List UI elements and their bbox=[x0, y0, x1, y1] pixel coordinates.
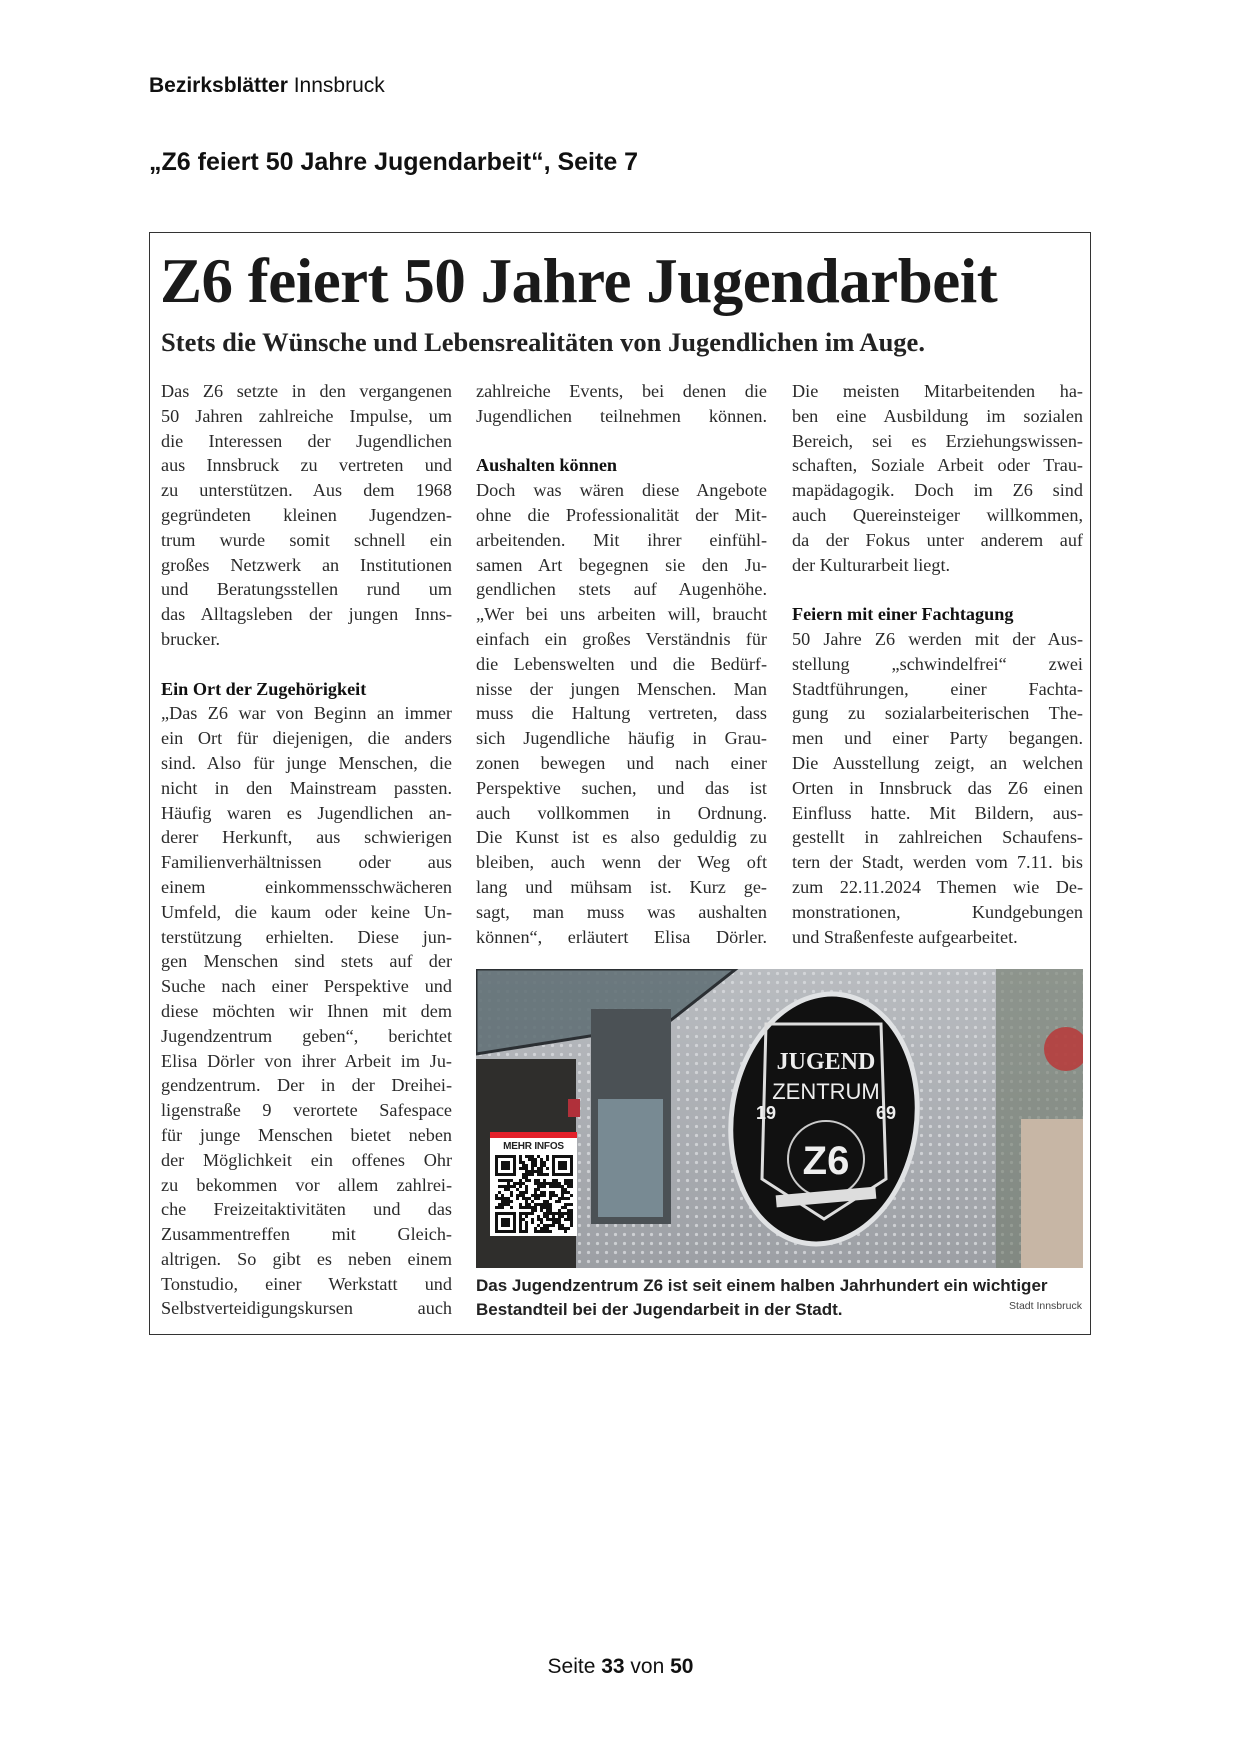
text-line: che Freizeitaktivitäten und das bbox=[161, 1199, 452, 1220]
text-line: da der Fokus unter anderem auf bbox=[792, 529, 1083, 550]
text-line: derer Herkunft, aus schwierigen bbox=[161, 827, 452, 848]
article-subtitle: Stets die Wünsche und Lebensrealitäten von Jugendlichen im Auge. bbox=[161, 327, 925, 357]
text-line: nisse der jungen Menschen. Man bbox=[476, 678, 767, 699]
text-line: sind. Also für junge Menschen, die bbox=[161, 752, 452, 773]
svg-text:19: 19 bbox=[755, 1103, 777, 1123]
text-line: mapädagogik. Doch im Z6 sind bbox=[792, 480, 1083, 501]
text-line: gen Menschen sind stets auf der bbox=[161, 951, 452, 972]
qr-label: MEHR INFOS bbox=[503, 1141, 564, 1152]
text-line: Häufig waren es Jugendlichen an- bbox=[161, 802, 452, 823]
paragraph-gap bbox=[476, 429, 767, 454]
section-heading: Feiern mit einer Fachtagung bbox=[792, 604, 1014, 625]
text-line: und Beratungsstellen rund um bbox=[161, 579, 452, 600]
section-heading: Ein Ort der Zugehörigkeit bbox=[161, 678, 367, 699]
photo-credit: Stadt Innsbruck bbox=[1009, 1300, 1082, 1312]
svg-text:JUGEND: JUGEND bbox=[776, 1049, 876, 1075]
text-line: Bereich, sei es Erziehungswissen- bbox=[792, 430, 1083, 451]
text-line: „Wer bei uns arbeiten will, braucht bbox=[476, 604, 767, 625]
text-line: gendlichen stets auf Augenhöhe. bbox=[476, 579, 767, 600]
text-line: Elisa Dörler von ihrer Arbeit im Ju- bbox=[161, 1050, 452, 1071]
text-line: können“, erläutert Elisa Dörler. bbox=[476, 926, 767, 947]
text-line: aus Innsbruck zu vertreten und bbox=[161, 455, 452, 476]
text-line: Zusammentreffen mit Gleich- bbox=[161, 1224, 452, 1245]
text-line: zu bekommen vor allem zahlrei- bbox=[161, 1174, 452, 1195]
text-line: der Möglichkeit ein offenes Ohr bbox=[161, 1149, 452, 1170]
text-line: Jugendzentrum geben“, berichtet bbox=[161, 1025, 452, 1046]
text-line: trum wurde somit schnell ein bbox=[161, 529, 452, 550]
text-line: Einfluss hatte. Mit Bildern, aus- bbox=[792, 802, 1083, 823]
text-line: zum 22.11.2024 Themen wie De- bbox=[792, 876, 1083, 897]
text-line: bleiben, auch wenn der Weg oft bbox=[476, 852, 767, 873]
text-column-2 bbox=[476, 379, 767, 949]
newspaper-clipping bbox=[149, 232, 1091, 1335]
text-line: die Interessen der Jugendlichen bbox=[161, 430, 452, 451]
text-line: gung zu sozialarbeiterischen The- bbox=[792, 703, 1083, 724]
text-line: muss die Haltung vertreten, dass bbox=[476, 703, 767, 724]
text-line: ligenstraße 9 verortete Safespace bbox=[161, 1100, 452, 1121]
text-line: zonen bewegen und nach einer bbox=[476, 752, 767, 773]
text-line: einfach ein großes Verständnis für bbox=[476, 628, 767, 649]
article-photo bbox=[476, 969, 1083, 1268]
publication-name: Bezirksblätter bbox=[149, 74, 288, 97]
text-line: Die Ausstellung zeigt, an welchen bbox=[792, 752, 1083, 773]
text-line: ohne die Professionalität der Mit- bbox=[476, 504, 767, 525]
text-line: zu unterstützen. Aus dem 1968 bbox=[161, 480, 452, 501]
text-line: die Lebenswelten und die Bedürf- bbox=[476, 653, 767, 674]
page-footer bbox=[0, 1655, 1241, 1679]
text-line: brucker. bbox=[161, 628, 221, 649]
footer-page-total: 50 bbox=[670, 1655, 694, 1678]
text-line: sagt, man muss was aushalten bbox=[476, 901, 767, 922]
text-line: ben eine Ausbildung im sozialen bbox=[792, 405, 1083, 426]
text-line: „Das Z6 war von Beginn an immer bbox=[161, 703, 452, 724]
text-column-1 bbox=[161, 379, 452, 1321]
text-line: Die meisten Mitarbeitenden ha- bbox=[792, 381, 1083, 401]
text-line: 50 Jahren zahlreiche Impulse, um bbox=[161, 405, 452, 426]
text-line: diese möchten wir Ihnen mit dem bbox=[161, 1000, 452, 1021]
text-line: men und einer Party begangen. bbox=[792, 728, 1083, 749]
text-line: Perspektive suchen, und das ist bbox=[476, 777, 767, 798]
footer-middle: von bbox=[624, 1655, 671, 1678]
text-line: terstützung erhielten. Diese jun- bbox=[161, 926, 452, 947]
text-line: nicht in den Mainstream passten. bbox=[161, 777, 452, 798]
qr-code-icon bbox=[495, 1155, 573, 1233]
text-line: arbeitenden. Mit ihrer einfühl- bbox=[476, 529, 767, 550]
text-line: sich Jugendliche häufig in Grau- bbox=[476, 728, 767, 749]
publication-header bbox=[149, 74, 385, 98]
text-line: und Straßenfeste aufgearbeitet. bbox=[792, 926, 1018, 947]
text-line: Jugendlichen teilnehmen können. bbox=[476, 405, 767, 426]
text-column-3 bbox=[792, 379, 1083, 949]
text-line: Selbstverteidigungskursen auch bbox=[161, 1298, 452, 1319]
text-line: einem einkommensschwächeren bbox=[161, 876, 452, 897]
article-reference: „Z6 feiert 50 Jahre Jugendarbeit“, Seite 7 bbox=[149, 148, 639, 176]
text-line: ein Ort für diejenigen, die anders bbox=[161, 728, 452, 749]
text-line: der Kulturarbeit liegt. bbox=[792, 554, 951, 575]
text-line: auch vollkommen in Ordnung. bbox=[476, 802, 767, 823]
paragraph-gap bbox=[161, 652, 452, 677]
qr-code-box[interactable] bbox=[490, 1132, 577, 1236]
text-line: Das Z6 setzte in den vergangenen bbox=[161, 381, 452, 401]
svg-text:ZENTRUM: ZENTRUM bbox=[772, 1079, 880, 1104]
text-line: stellung „schwindelfrei“ zwei bbox=[792, 653, 1083, 674]
text-line: zahlreiche Events, bei denen die bbox=[476, 381, 767, 401]
text-line: Familienverhältnissen oder aus bbox=[161, 852, 452, 873]
text-line: schaften, Soziale Arbeit oder Trau- bbox=[792, 455, 1083, 476]
svg-text:Z6: Z6 bbox=[802, 1139, 850, 1183]
article-title: Z6 feiert 50 Jahre Jugendarbeit bbox=[160, 246, 998, 316]
text-line: samen Art begegnen sie den Ju- bbox=[476, 554, 767, 575]
text-line: Umfeld, die kaum oder keine Un- bbox=[161, 901, 452, 922]
svg-text:69: 69 bbox=[875, 1103, 897, 1123]
text-line: Suche nach einer Perspektive und bbox=[161, 976, 452, 997]
text-line: monstrationen, Kundgebungen bbox=[792, 901, 1083, 922]
publication-region: Innsbruck bbox=[287, 74, 385, 97]
text-line: Orten in Innsbruck das Z6 einen bbox=[792, 777, 1083, 798]
text-line: gegründeten kleinen Jugendzen- bbox=[161, 504, 452, 525]
qr-red-bar bbox=[490, 1132, 577, 1138]
paragraph-gap bbox=[792, 577, 1083, 602]
text-line: Stadtführungen, einer Fachta- bbox=[792, 678, 1083, 699]
text-line: für junge Menschen bietet neben bbox=[161, 1124, 452, 1145]
section-heading: Aushalten können bbox=[476, 455, 618, 476]
text-line: das Alltagsleben der jungen Inns- bbox=[161, 604, 452, 625]
text-line: Tonstudio, einer Werkstatt und bbox=[161, 1273, 452, 1294]
text-line: Doch was wären diese Angebote bbox=[476, 480, 767, 501]
text-line: Die Kunst ist es also geduldig zu bbox=[476, 827, 767, 848]
photo-caption: Das Jugendzentrum Z6 ist seit einem halben Jahrhundert ein wichtiger Bestandteil bei der Jugendarbeit in der Stadt. bbox=[476, 1276, 1048, 1319]
footer-page-number: 33 bbox=[601, 1655, 625, 1678]
text-line: großes Netzwerk an Institutionen bbox=[161, 554, 452, 575]
text-line: gendzentrum. Der in der Dreihei- bbox=[161, 1075, 452, 1096]
text-line: auch Quereinsteiger willkommen, bbox=[792, 504, 1083, 525]
text-line: tern der Stadt, werden vom 7.11. bis bbox=[792, 852, 1083, 873]
text-line: gestellt in zahlreichen Schaufens- bbox=[792, 827, 1083, 848]
text-line: lang und mühsam ist. Kurz ge- bbox=[476, 876, 767, 897]
text-line: 50 Jahre Z6 werden mit der Aus- bbox=[792, 628, 1083, 649]
footer-prefix: Seite bbox=[547, 1655, 602, 1678]
text-line: altrigen. So gibt es neben einem bbox=[161, 1248, 452, 1269]
